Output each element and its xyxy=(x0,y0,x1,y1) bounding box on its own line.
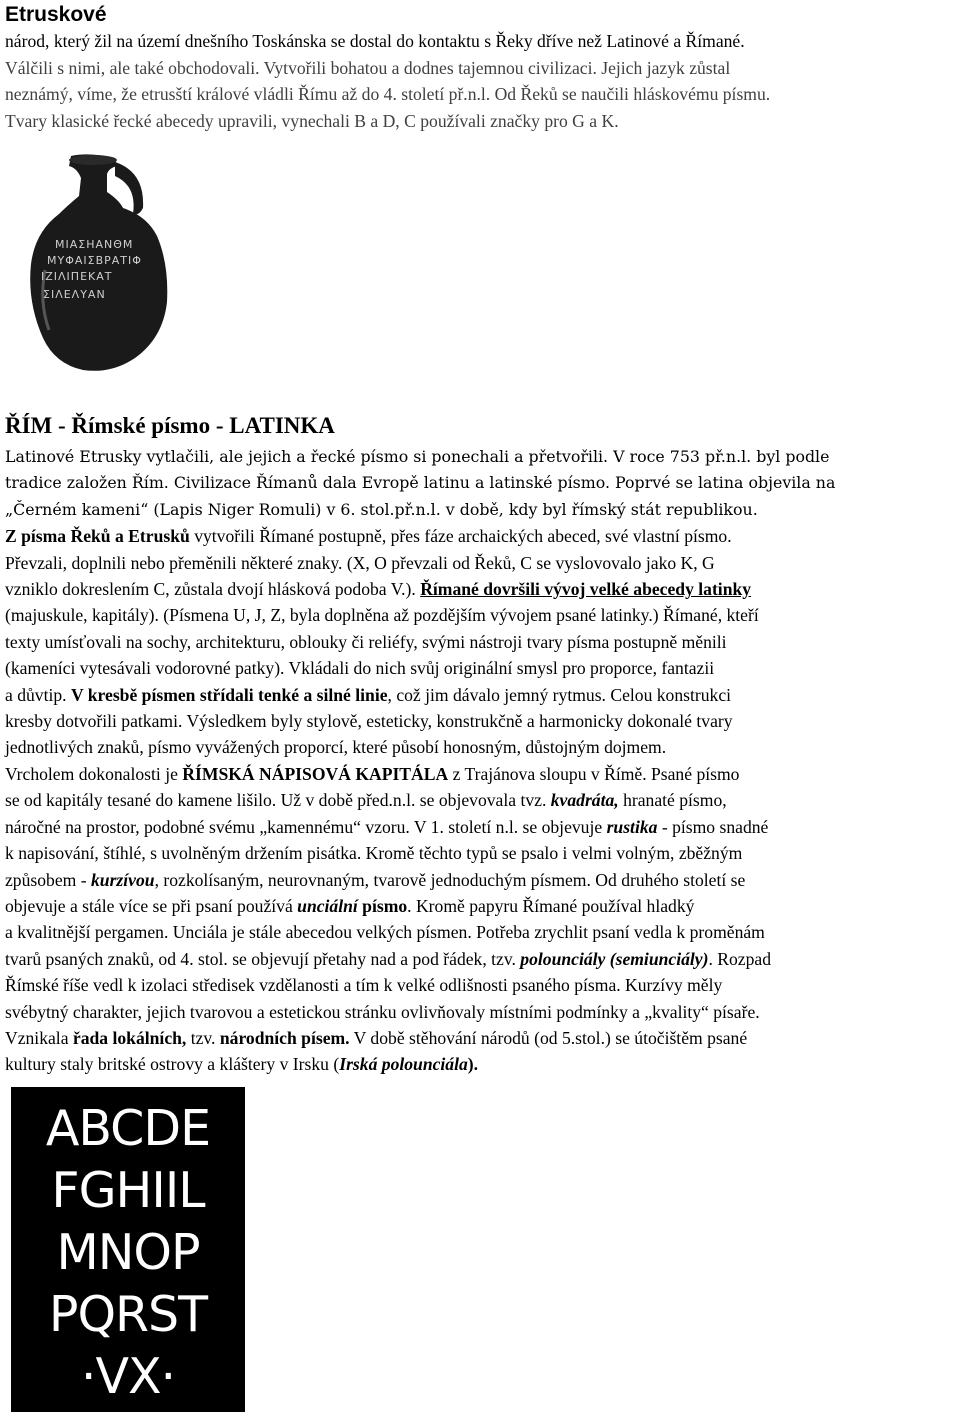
text-line xyxy=(5,1025,955,1051)
bold-phrase: ŘÍMSKÁ NÁPISOVÁ KAPITÁLA xyxy=(182,763,449,784)
vase-icon xyxy=(19,152,179,384)
document-page xyxy=(5,0,955,1405)
text-line: „Černém kameni“ (Lapis Niger Romuli) v 6. stol.př.n.l. v době, kdy byl římský stát republikou. xyxy=(5,499,758,519)
text-line: Tvary klasické řecké abecedy upravili, vynechali B a D, C používali značky pro G a K. xyxy=(5,110,619,131)
text-line: kresby dotvořili patkami. Výsledkem byly stylově, esteticky, konstrukčně a harmonicky dokonalé tvary xyxy=(5,711,733,732)
text-line xyxy=(5,523,955,549)
text-line xyxy=(5,867,955,893)
text-run: náročné na prostor, podobné svému „kamennému“ vzoru. V 1. století n.l. se objevuje xyxy=(5,816,607,837)
text-line: Válčili s nimi, ale také obchodovali. Vytvořili bohatou a dodnes tajemnou civilizaci. Jejich jazyk zůstal xyxy=(5,57,731,78)
text-line: jednotlivých znaků, písmo vyvážených proporcí, které působí honosným, důstojným dojmem. xyxy=(5,737,667,758)
alphabet-row: FGHIIL xyxy=(51,1162,205,1219)
text-line: Převzali, doplnili nebo přeměnili některé znaky. (X, O převzali od Řeků, C se vyslovovalo jako K, G xyxy=(5,552,715,573)
text-run: vytvořili Římané postupně, přes fáze archaických abeced, své vlastní písmo. xyxy=(189,526,732,547)
etruscan-vase-image xyxy=(19,152,179,384)
bold-phrase: Římané dovršili vývoj velké abecedy latinky xyxy=(420,579,752,600)
text-run: způsobem - xyxy=(5,869,91,890)
text-run: Vznikala xyxy=(5,1027,73,1048)
text-run: a důvtip. xyxy=(5,684,71,705)
etruskove-paragraph xyxy=(5,28,955,134)
text-run: . Kromě papyru Římané používal hladký xyxy=(407,895,695,916)
text-line: (kameníci vytesávali vodorovné patky). Vkládali do nich svůj originální smysl pro proporce, fantazii xyxy=(5,658,715,679)
text-line: texty umísťovali na sochy, architekturu, oblouky či reliéfy, svými nástroji tvary písma postupně měnili xyxy=(5,631,727,652)
text-line xyxy=(5,761,955,787)
text-line: neznámý, víme, že etrusští králové vládli Římu až do 4. století př.n.l. Od Řeků se naučili hláskovému písmu. xyxy=(5,84,771,105)
bold-phrase: V kresbě písmen střídali tenké a silné linie xyxy=(70,684,388,705)
vase-inscription: ΣΙΛΕΛΥΑΝ xyxy=(43,288,106,301)
text-line: tradice založen Řím. Civilizace Římanů dala Evropě latinu a latinské písmo. Poprvé se latina objevila na xyxy=(5,473,836,493)
bold-italic-phrase: kurzívou xyxy=(91,869,155,890)
text-run: se od kapitály tesané do kamene lišilo. Už v době před.n.l. se objevovala tvz. xyxy=(5,790,551,811)
alphabet-row: ·VX· xyxy=(80,1348,176,1405)
text-line: Římské říše vedl k izolaci středisek vzdělanosti a tím k velké odlišnosti psaného písma. Kurzívy měly xyxy=(5,975,723,996)
text-run: objevuje a stále více se při psaní používá xyxy=(5,895,298,916)
alphabet-row: MNOP xyxy=(56,1224,200,1281)
bold-italic-phrase: polounciály (semiunciály) xyxy=(520,948,709,969)
text-line xyxy=(5,682,955,708)
roman-capitals-image xyxy=(11,1087,245,1412)
bold-phrase: ). xyxy=(467,1054,479,1075)
text-run: z Trajánova sloupu v Římě. Psané písmo xyxy=(448,763,740,784)
text-line: Latinové Etrusky vytlačili, ale jejich a řecké písmo si ponechali a přetvořili. V roce 753 př.n.l. byl podle xyxy=(5,447,830,466)
text-line xyxy=(5,787,955,813)
text-line xyxy=(5,814,955,840)
text-run: tvarů psaných znaků, od 4. stol. se objevují přetahy nad a pod řádek, tzv. xyxy=(5,948,521,969)
vase-inscription: ΜΙΑΣΗΑΝΘΜ xyxy=(55,238,134,251)
bold-phrase: národních písem. xyxy=(219,1027,350,1048)
vase-inscription: ΜΥΦΑΙΣΒΡΑΤΙΦ xyxy=(47,254,142,267)
section-title-rim: ŘÍM - Římské písmo - LATINKA xyxy=(5,413,335,438)
bold-phrase: písmo xyxy=(357,895,408,916)
text-line: (majuskule, kapitály). (Písmena U, J, Z, byla doplněna až pozdějším vývojem psané latinky.) Římané, kteří xyxy=(5,605,759,626)
rim-paragraph xyxy=(5,444,955,1078)
text-run: , rozkolísaným, neurovnaným, tvarově jednoduchým písmem. Od druhého století se xyxy=(154,869,746,890)
vase-inscription: ΙΖΙΛΙΠΕΚΑΤ xyxy=(41,270,113,283)
bold-italic-phrase: kvadráta, xyxy=(550,790,619,811)
bold-italic-phrase: Irská polounciála xyxy=(339,1054,468,1075)
text-run: - písmo snadné xyxy=(657,816,769,837)
text-line xyxy=(5,946,955,972)
alphabet-row: PQRST xyxy=(48,1286,208,1343)
bold-italic-phrase: unciální xyxy=(297,895,358,916)
text-line xyxy=(5,893,955,919)
bold-phrase: Z písma Řeků a Etrusků xyxy=(5,526,190,547)
bold-italic-phrase: rustika xyxy=(606,816,658,837)
text-line: a kvalitnější pergamen. Unciála je stále abecedou velkých písmen. Potřeba zrychlit psaní vedla k proměnám xyxy=(5,922,765,943)
section-title-etruskove: Etruskové xyxy=(5,3,107,26)
text-run: hranaté písmo, xyxy=(618,790,727,811)
text-line: svébytný charakter, jejich tvarovou a estetickou stránku ovlivňovaly místními podmínky a „kvality“ písaře. xyxy=(5,1001,760,1022)
alphabet-row: ABCDE xyxy=(45,1100,211,1157)
text-run: . Rozpad xyxy=(708,948,771,969)
text-line: národ, který žil na území dnešního Toskánska se dostal do kontaktu s Řeky dříve než Latinové a Římané. xyxy=(5,31,745,51)
text-run: kultury staly britské ostrovy a kláštery v Irsku ( xyxy=(5,1054,340,1075)
text-run: V době stěhování národů (od 5.stol.) se útočištěm psané xyxy=(349,1027,748,1048)
text-run: tzv. xyxy=(186,1027,220,1048)
text-line xyxy=(5,1051,955,1077)
bold-phrase: řada lokálních, xyxy=(72,1027,187,1048)
text-line: k napisování, štíhlé, s uvolněným držením pisátka. Kromě těchto typů se psalo i velmi volným, zběžným xyxy=(5,843,743,864)
text-line xyxy=(5,576,955,602)
text-run: vzniklo dokreslením C, zůstala dvojí hlásková podoba V.). xyxy=(5,579,421,600)
text-run: Vrcholem dokonalosti je xyxy=(5,763,183,784)
text-run: , což jim dávalo jemný rytmus. Celou konstrukci xyxy=(387,684,732,705)
